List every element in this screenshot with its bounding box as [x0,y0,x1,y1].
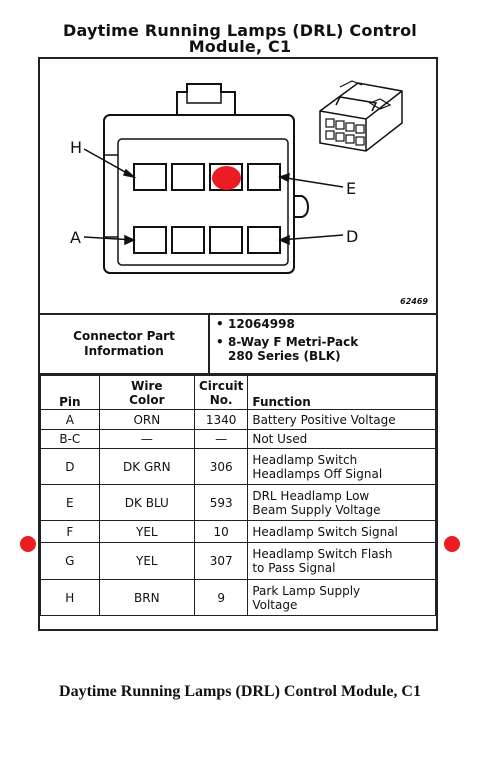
cell-function-line-2: to Pass Signal [252,561,336,575]
cell-function [248,410,436,430]
cell-function [248,521,436,543]
cell-function-line-1: Headlamp Switch Signal [252,524,398,539]
cell-circuit: 10 [195,521,248,543]
cell-function [248,430,436,449]
connector-part-info [40,315,436,375]
connector-description-line-1: 8-Way F Metri-Pack [228,335,359,349]
connector-info-label [40,315,210,373]
cell-function [248,543,436,580]
cell-circuit: 593 [195,485,248,521]
table-row [41,543,436,580]
cell-function-line-1: Battery Positive Voltage [252,412,396,427]
cell-function-line-1: Not Used [252,432,308,446]
connector-sheet [38,57,438,631]
pin-label-d: D [346,227,359,246]
header-circuit [195,376,248,410]
cell-function [248,449,436,485]
bullet-1: • [216,317,224,331]
cell-function [248,580,436,616]
table-row [41,430,436,449]
cell-function-line-2: Voltage [252,597,298,612]
cell-pin: B-C [41,430,100,449]
bullet-2: • [216,335,224,349]
cell-color: BRN [99,580,194,616]
pin-table [40,375,436,616]
header-function-label: Function [252,395,311,409]
cell-color: DK BLU [99,485,194,521]
highlight-dot-row-left [20,536,36,552]
cell-color: DK GRN [99,449,194,485]
connector-info-label-line-1: Connector Part [73,329,175,343]
header-function [248,376,436,410]
header-wire-color-line-2: Color [129,392,165,407]
page-title-line-1: Daytime Running Lamps (DRL) Control [63,21,417,40]
cell-pin: A [41,410,100,430]
pin-label-a: A [70,228,81,247]
cell-pin: F [41,521,100,543]
header-circuit-line-1: Circuit [199,378,244,393]
cell-function-line-1: Headlamp Switch Flash [252,547,393,561]
part-number: 12064998 [228,317,295,331]
header-pin-label: Pin [59,395,81,409]
cell-circuit: 307 [195,543,248,580]
cell-function-line-1: Headlamp Switch [252,452,358,467]
connector-diagram [40,59,436,315]
cell-function [248,485,436,521]
header-wire-color [99,376,194,410]
cell-pin: D [41,449,100,485]
cell-circuit: 1340 [195,410,248,430]
cell-circuit: 9 [195,580,248,616]
header-pin [41,376,100,410]
cell-color: YEL [99,521,194,543]
figure-number: 62469 [400,297,428,306]
header-circuit-line-2: No. [209,392,233,407]
cell-function-line-1: DRL Headlamp Low [252,488,370,503]
connector-info-label-line-2: Information [84,344,164,358]
highlight-dot-terminal [212,166,241,190]
figure-caption: Daytime Running Lamps (DRL) Control Module, C1 [59,683,421,700]
cell-pin: G [41,543,100,580]
table-row [41,580,436,616]
header-wire-color-line-1: Wire [131,378,163,393]
table-row [41,449,436,485]
cell-function-line-1: Park Lamp Supply [252,583,361,598]
cell-color: ORN [99,410,194,430]
pin-table-header [41,376,436,410]
table-row [41,521,436,543]
pin-label-e: E [346,179,357,198]
cell-color: YEL [99,543,194,580]
cell-pin: H [41,580,100,616]
cell-circuit: 306 [195,449,248,485]
connector-info-values [210,317,436,363]
connector-face-drawing [40,59,436,313]
page-title-line-2: Module, C1 [188,37,292,56]
cell-color: — [99,430,194,449]
cell-function-line-2: Headlamps Off Signal [252,466,383,481]
cell-function-line-2: Beam Supply Voltage [252,502,381,517]
cell-circuit: — [195,430,248,449]
table-row [41,410,436,430]
connector-description-line-2: 280 Series (BLK) [228,349,341,363]
pin-label-h: H [70,138,83,157]
table-row [41,485,436,521]
cell-pin: E [41,485,100,521]
highlight-dot-row-right [444,536,460,552]
